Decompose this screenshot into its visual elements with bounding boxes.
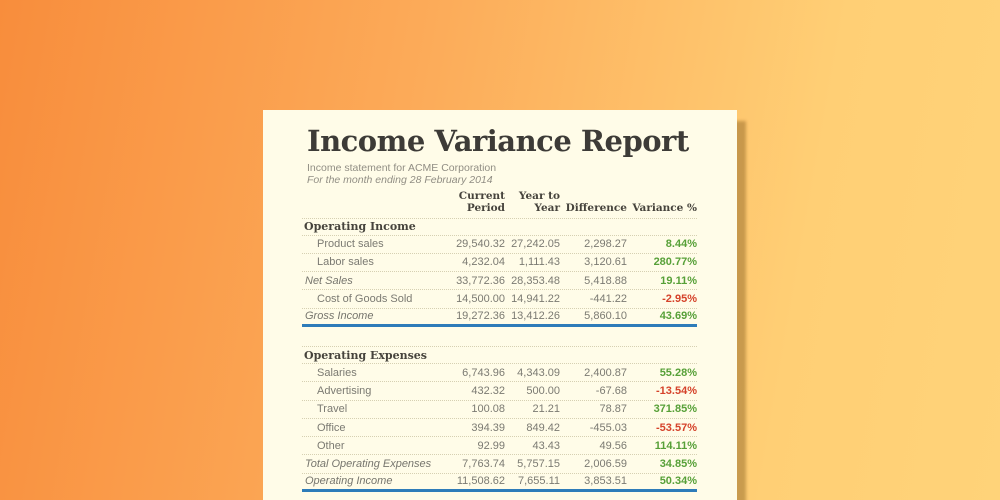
cell-difference: 3,853.51 bbox=[584, 475, 627, 488]
cell-year-to-year: 28,353.48 bbox=[511, 274, 560, 287]
cell-year-to-year: 21.21 bbox=[532, 403, 560, 416]
cell-current-period: 19,272.36 bbox=[456, 310, 505, 323]
column-header: Year to Year bbox=[518, 190, 560, 214]
cell-current-period: 432.32 bbox=[471, 384, 505, 397]
table-row bbox=[302, 419, 697, 437]
cell-current-period: 7,763.74 bbox=[462, 458, 505, 471]
cell-difference: -441.22 bbox=[589, 293, 627, 306]
cell-year-to-year: 27,242.05 bbox=[511, 238, 560, 251]
cell-variance-pct: 55.28% bbox=[659, 366, 697, 379]
cell-year-to-year: 7,655.11 bbox=[517, 475, 560, 488]
cell-current-period: 6,743.96 bbox=[462, 366, 505, 379]
table-row bbox=[302, 290, 697, 308]
row-label: Labor sales bbox=[317, 256, 374, 269]
section-gap bbox=[302, 327, 697, 348]
cell-year-to-year: 13,412.26 bbox=[511, 310, 560, 323]
cell-current-period: 29,540.32 bbox=[456, 238, 505, 251]
table-row bbox=[302, 309, 697, 327]
table-row bbox=[302, 437, 697, 455]
row-label: Total Operating Expenses bbox=[305, 458, 432, 471]
cell-year-to-year: 500.00 bbox=[526, 384, 560, 397]
report-document bbox=[263, 110, 737, 500]
cell-variance-pct: 34.85% bbox=[659, 458, 697, 471]
cell-current-period: 33,772.36 bbox=[456, 274, 505, 287]
row-label: Net Sales bbox=[305, 274, 353, 287]
report-table bbox=[302, 188, 697, 492]
cell-difference: 78.87 bbox=[599, 403, 627, 416]
column-header: Current Period bbox=[458, 190, 505, 214]
table-body bbox=[302, 219, 697, 492]
cell-difference: 5,860.10 bbox=[584, 310, 627, 323]
row-label: Other bbox=[317, 439, 345, 452]
section-header-row bbox=[302, 219, 697, 236]
cell-year-to-year: 14,941.22 bbox=[511, 293, 560, 306]
cell-year-to-year: 5,757.15 bbox=[517, 458, 560, 471]
report-subtitle: Income statement for ACME Corporation bbox=[307, 162, 497, 174]
table-row bbox=[302, 474, 697, 492]
cell-variance-pct: 43.69% bbox=[659, 310, 697, 323]
cell-difference: 2,298.27 bbox=[584, 238, 627, 251]
report-title: Income Variance Report bbox=[307, 124, 689, 158]
row-label: Product sales bbox=[317, 238, 384, 251]
column-header: Variance % bbox=[632, 202, 697, 214]
cell-year-to-year: 43.43 bbox=[532, 439, 560, 452]
cell-difference: 3,120.61 bbox=[584, 256, 627, 269]
cell-difference: 2,400.87 bbox=[584, 366, 627, 379]
section-header-label: Operating Income bbox=[304, 220, 416, 234]
cell-variance-pct: -13.54% bbox=[656, 384, 697, 397]
cell-difference: 5,418.88 bbox=[584, 274, 627, 287]
table-row bbox=[302, 254, 697, 272]
cell-current-period: 11,508.62 bbox=[456, 475, 505, 488]
cell-current-period: 100.08 bbox=[471, 403, 505, 416]
section-header-row bbox=[302, 347, 697, 364]
cell-variance-pct: 8.44% bbox=[665, 238, 697, 251]
section-header-label: Operating Expenses bbox=[304, 348, 427, 362]
row-label: Cost of Goods Sold bbox=[317, 293, 413, 306]
table-row bbox=[302, 364, 697, 382]
cell-difference: 49.56 bbox=[599, 439, 627, 452]
table-row bbox=[302, 382, 697, 400]
cell-current-period: 394.39 bbox=[471, 421, 505, 434]
cell-difference: -67.68 bbox=[595, 384, 627, 397]
cell-variance-pct: 50.34% bbox=[659, 475, 697, 488]
cell-difference: -455.03 bbox=[589, 421, 627, 434]
cell-difference: 2,006.59 bbox=[584, 458, 627, 471]
table-row bbox=[302, 455, 697, 473]
cell-variance-pct: 371.85% bbox=[653, 403, 697, 416]
table-header-row bbox=[302, 188, 697, 219]
row-label: Salaries bbox=[317, 366, 357, 379]
row-label: Operating Income bbox=[305, 475, 393, 488]
cell-variance-pct: -53.57% bbox=[656, 421, 697, 434]
cell-current-period: 14,500.00 bbox=[456, 293, 505, 306]
report-period-note: For the month ending 28 February 2014 bbox=[307, 174, 493, 186]
table-row bbox=[302, 236, 697, 254]
column-header: Difference bbox=[565, 202, 627, 214]
cell-year-to-year: 4,343.09 bbox=[517, 366, 560, 379]
table-row bbox=[302, 272, 697, 290]
row-label: Travel bbox=[317, 403, 348, 416]
cell-current-period: 92.99 bbox=[477, 439, 505, 452]
row-label: Gross Income bbox=[305, 310, 374, 323]
cell-variance-pct: -2.95% bbox=[662, 293, 697, 306]
cell-variance-pct: 19.11% bbox=[660, 274, 697, 287]
row-label: Advertising bbox=[317, 384, 372, 397]
table-row bbox=[302, 401, 697, 419]
cell-variance-pct: 114.11% bbox=[654, 439, 697, 452]
cell-year-to-year: 1,111.43 bbox=[518, 256, 560, 269]
cell-current-period: 4,232.04 bbox=[462, 256, 505, 269]
cell-year-to-year: 849.42 bbox=[526, 421, 560, 434]
cell-variance-pct: 280.77% bbox=[653, 256, 697, 269]
row-label: Office bbox=[317, 421, 346, 434]
